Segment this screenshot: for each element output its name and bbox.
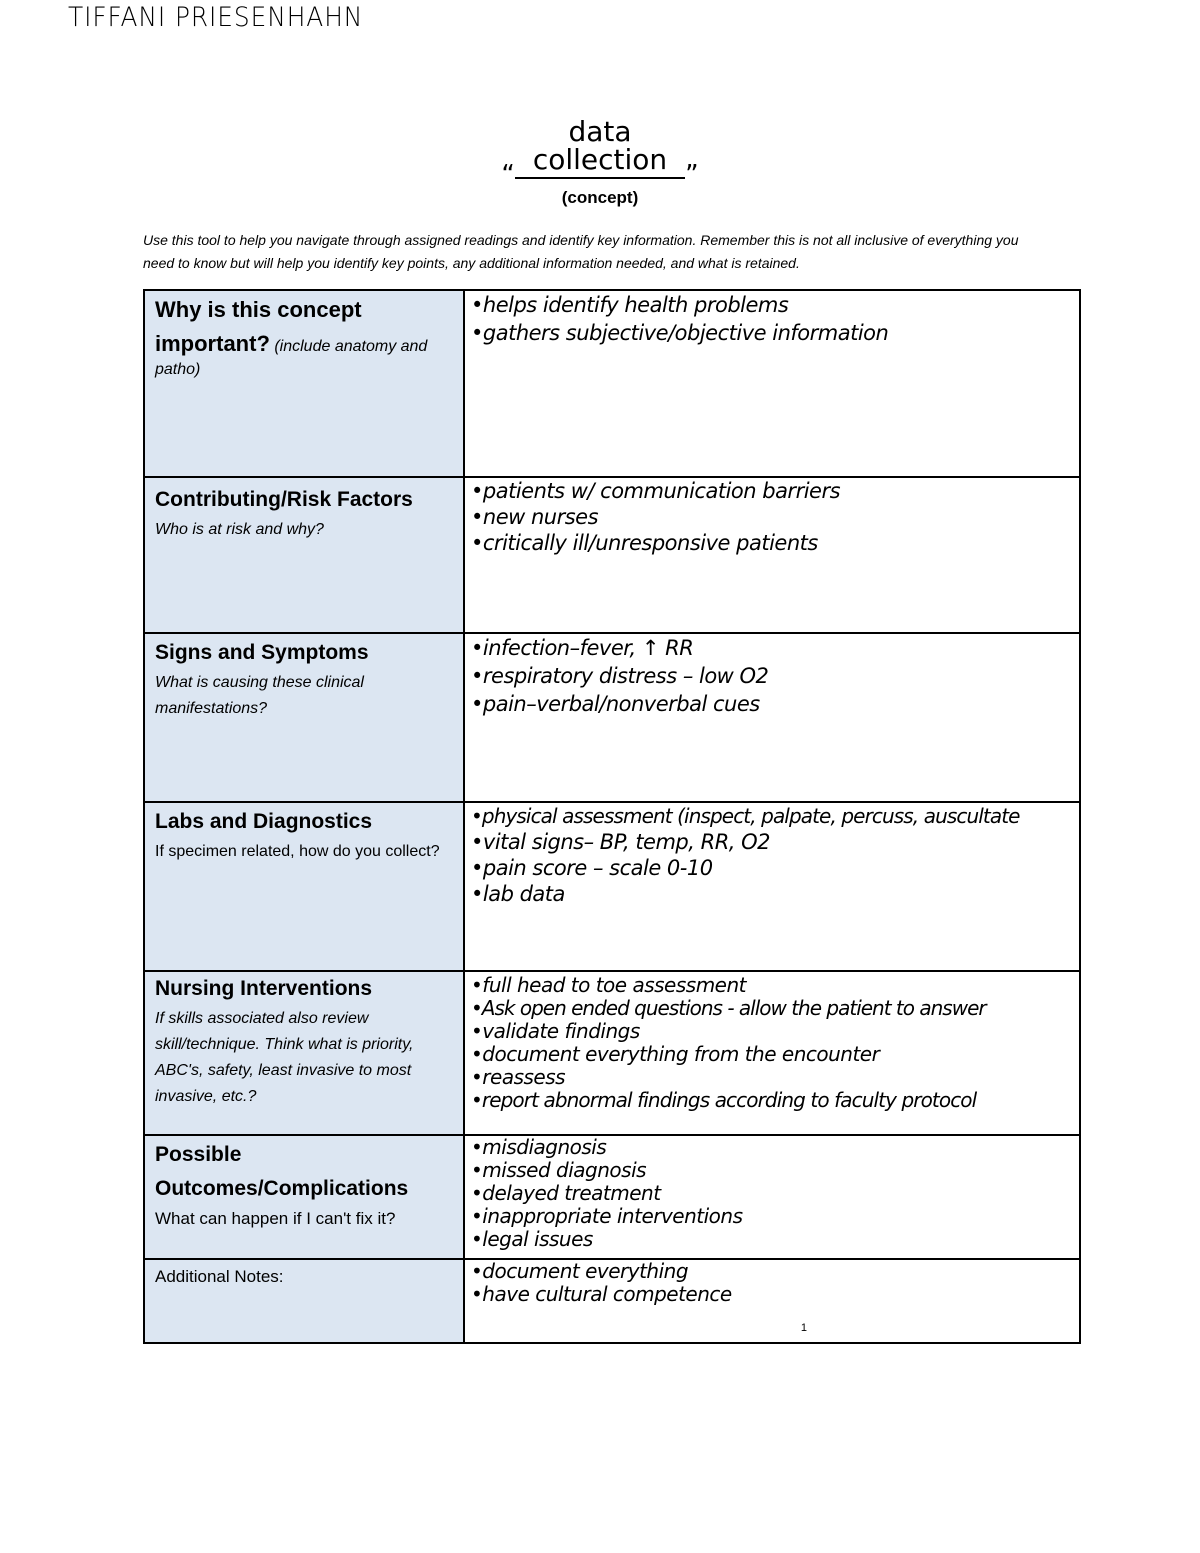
label-cell: [144, 477, 464, 633]
page-number: 1: [800, 1322, 807, 1334]
answer-cell[interactable]: [464, 1135, 1080, 1259]
answer-item: •reassess: [471, 1065, 566, 1089]
row-hint: If specimen related, how do you collect?: [155, 843, 440, 860]
answer-item: •vital signs– BP, temp, RR, O2: [471, 830, 771, 854]
answer-cell[interactable]: [464, 802, 1080, 971]
answer-item: •patients w/ communication barriers: [471, 479, 841, 503]
row-title: Signs and Symptoms: [155, 641, 369, 664]
label-cell: [144, 802, 464, 971]
answer-cell[interactable]: [464, 971, 1080, 1135]
row-title: Possible Outcomes/Complications: [155, 1143, 409, 1200]
answer-item: •pain–verbal/nonverbal cues: [471, 692, 760, 716]
row-hint: What is causing these clinical manifestations?: [155, 674, 364, 717]
label-cell: [144, 971, 464, 1135]
answer-item: •pain score – scale 0-10: [471, 856, 713, 880]
answer-cell[interactable]: [464, 477, 1080, 633]
answer-item: •missed diagnosis: [471, 1158, 647, 1182]
answer-item: •validate findings: [471, 1019, 640, 1043]
row-hint: Who is at risk and why?: [155, 521, 324, 538]
close-quote: ”: [685, 160, 699, 190]
row-title: Nursing Interventions: [155, 977, 373, 1000]
row-risk-factors: [144, 477, 1080, 633]
answer-item: •document everything from the encounter: [471, 1042, 880, 1066]
answer-item: •Ask open ended questions - allow the patient to answer: [471, 996, 986, 1020]
answer-item: •legal issues: [471, 1227, 593, 1251]
answer-item: •gathers subjective/objective information: [471, 321, 889, 345]
row-title: Labs and Diagnostics: [155, 810, 373, 833]
concept-title-line2: collection: [515, 146, 685, 179]
answer-item: •delayed treatment: [471, 1181, 661, 1205]
answer-item: •physical assessment (inspect, palpate, percuss, auscultate: [471, 804, 1020, 828]
open-quote: “: [501, 160, 515, 190]
label-cell: [144, 1135, 464, 1259]
row-title: Additional Notes:: [155, 1267, 284, 1286]
concept-map-table: [143, 289, 1081, 1344]
answer-item: •infection–fever, ↑ RR: [471, 636, 694, 660]
answer-item: •report abnormal findings according to faculty protocol: [471, 1088, 977, 1112]
concept-subtitle: (concept): [561, 188, 639, 207]
answer-cell[interactable]: [464, 1259, 1080, 1343]
answer-item: •misdiagnosis: [471, 1135, 607, 1159]
answer-cell[interactable]: [464, 633, 1080, 802]
label-cell: [144, 290, 464, 477]
answer-item: •inappropriate interventions: [471, 1204, 743, 1228]
row-nursing-interventions: [144, 971, 1080, 1135]
answer-item: •document everything: [471, 1259, 689, 1283]
row-additional-notes: [144, 1259, 1080, 1343]
row-outcomes-complications: [144, 1135, 1080, 1259]
answer-item: •critically ill/unresponsive patients: [471, 531, 818, 555]
label-cell: [144, 633, 464, 802]
answer-item: •full head to toe assessment: [471, 973, 746, 997]
row-signs-symptoms: [144, 633, 1080, 802]
label-cell: [144, 1259, 464, 1343]
row-hint: (include anatomy and patho): [155, 338, 428, 378]
answer-cell[interactable]: [464, 290, 1080, 477]
row-hint: If skills associated also review skill/technique. Think what is priority, ABC's, safety, least invasive to most invasive, etc.?: [155, 1010, 414, 1105]
answer-item: •have cultural competence: [471, 1282, 732, 1306]
concept-title-line1: data: [568, 115, 632, 148]
author-name: TIFFANI PRIESENHAHN: [68, 2, 364, 33]
row-title: Why is this concept important?: [155, 297, 362, 356]
row-title: Contributing/Risk Factors: [155, 488, 413, 511]
row-hint: What can happen if I can't fix it?: [155, 1209, 396, 1228]
answer-item: •new nurses: [471, 505, 599, 529]
answer-item: •respiratory distress – low O2: [471, 664, 769, 688]
answer-item: •lab data: [471, 882, 565, 906]
answer-item: •helps identify health problems: [471, 293, 789, 317]
row-labs-diagnostics: [144, 802, 1080, 971]
instructions-text: Use this tool to help you navigate through assigned readings and identify key information. Remember this is not all inclusive of everything you need to know but will help you identify key points, any additional information needed, and what is retained.: [143, 232, 1019, 271]
concept-title: [470, 115, 730, 190]
row-importance: [144, 290, 1080, 477]
